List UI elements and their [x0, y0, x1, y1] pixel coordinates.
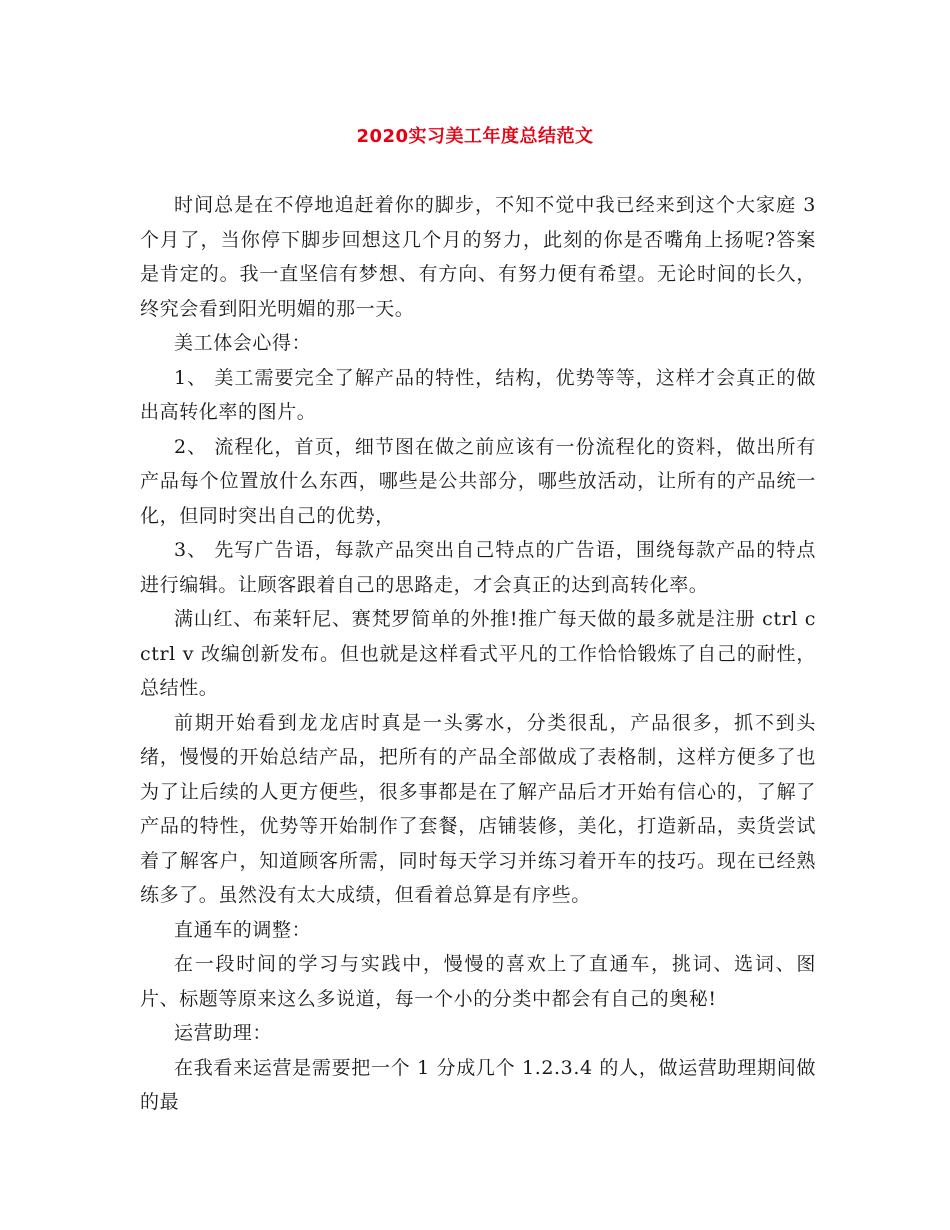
- paragraph-promotion: 满山红、布莱轩尼、赛梵罗简单的外推!推广每天做的最多就是注册 ctrl c ctrl v 改编创新发布。但也就是这样看式平凡的工作恰恰锻炼了自己的耐性，总结性。: [140, 608, 816, 699]
- paragraph-heading-design-insights: 美工体会心得：: [174, 332, 312, 354]
- paragraph-ztc: 在一段时间的学习与实践中，慢慢的喜欢上了直通车，挑词、选词、图片、标题等原来这么多说道，每一个小的分类中都会有自己的奥秘!: [140, 953, 816, 1010]
- paragraph-heading-operations: 运营助理：: [174, 1022, 273, 1044]
- paragraph-operations: 在我看来运营是需要把一个 1 分成几个 1.2.3.4 的人，做运营助理期间做的最: [140, 1056, 816, 1113]
- document-title: 2020实习美工年度总结范文: [356, 126, 594, 147]
- paragraph-point-2: 2、 流程化，首页，细节图在做之前应该有一份流程化的资料，做出所有产品每个位置放什么东西，哪些是公共部分，哪些放活动，让所有的产品统一化，但同时突出自己的优势，: [140, 435, 816, 527]
- paragraph-point-3: 3、 先写广告语，每款产品突出自己特点的广告语，围绕每款产品的特点进行编辑。让顾客跟着自己的思路走，才会真正的达到高转化率。: [140, 539, 816, 596]
- paragraph-point-1: 1、 美工需要完全了解产品的特性，结构，优势等等，这样才会真正的做出高转化率的图片。: [140, 366, 816, 423]
- document-body: [140, 188, 816, 1120]
- paragraph-store-work: 前期开始看到龙龙店时真是一头雾水，分类很乱，产品很多，抓不到头绪，慢慢的开始总结产品，把所有的产品全部做成了表格制，这样方便多了也为了让后续的人更方便些，很多事都是在了解产品后才开始有信心的，了解了产品的特性，优势等开始制作了套餐，店铺装修，美化，打造新品，卖货尝试着了解客户，知道顾客所需，同时每天学习并练习着开车的技巧。现在已经熟练多了。虽然没有太大成绩，但看着总算是有序些。: [140, 711, 816, 906]
- paragraph-intro: 时间总是在不停地追赶着你的脚步，不知不觉中我已经来到这个大家庭 3 个月了，当你停下脚步回想这几个月的努力，此刻的你是否嘴角上扬呢?答案是肯定的。我一直坚信有梦想、有方向、有努力便有希望。无论时间的长久，终究会看到阳光明媚的那一天。: [140, 194, 816, 320]
- paragraph-heading-ztc: 直通车的调整：: [174, 918, 312, 941]
